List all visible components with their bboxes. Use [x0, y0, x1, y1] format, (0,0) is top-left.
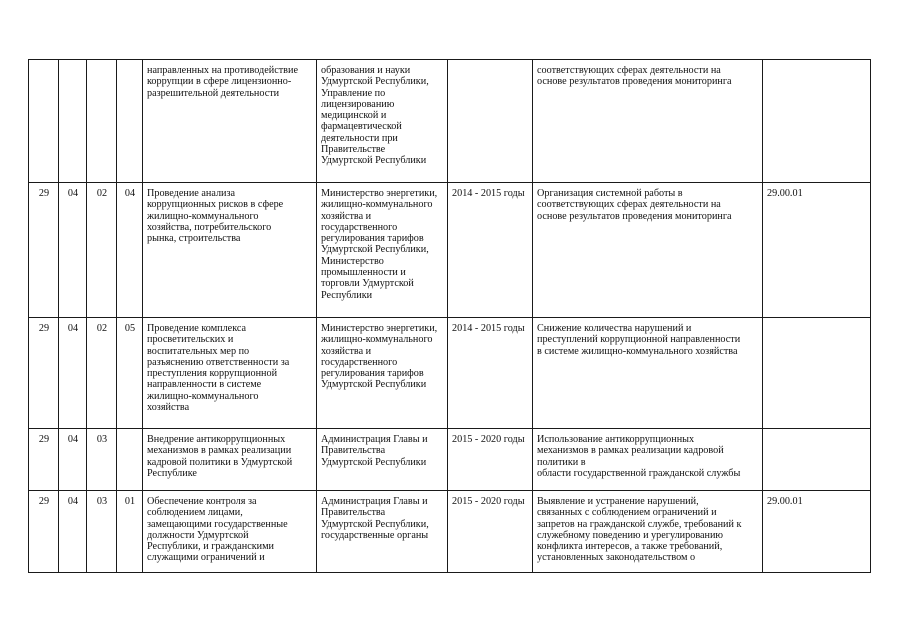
period: 2015 - 2020 годы — [448, 429, 533, 491]
code-om: 02 — [87, 183, 117, 318]
executor: Администрация Главы и Правительства Удмуртской Республики — [317, 429, 448, 491]
table-row — [29, 318, 871, 429]
measure-name: направленных на противодействие коррупции в сфере лицензионно- разрешительной деятельности — [143, 60, 317, 183]
code-m: 01 — [117, 491, 143, 573]
measure-name: Проведение комплекса просветительских и воспитательных мер по разъяснению ответственности за преступления коррупционной направленности в системе жилищно-коммунального хозяйства — [143, 318, 317, 429]
expected-result: соответствующих сферах деятельности на основе результатов проведения мониторинга — [533, 60, 763, 183]
measure-name: Внедрение антикоррупционных механизмов в рамках реализации кадровой политики в Удмуртской Республике — [143, 429, 317, 491]
code-gp — [29, 60, 59, 183]
indicator-link — [763, 60, 871, 183]
measure-name: Проведение анализа коррупционных рисков в сфере жилищно-коммунального хозяйства, потребительского рынка, строительства — [143, 183, 317, 318]
code-om — [87, 60, 117, 183]
measure-name: Обеспечение контроля за соблюдением лицами, замещающими государственные должности Удмуртской Республики, и гражданскими служащими ограничений и — [143, 491, 317, 573]
indicator-link — [763, 318, 871, 429]
indicator-link: 29.00.01 — [763, 183, 871, 318]
code-m — [117, 429, 143, 491]
period: 2015 - 2020 годы — [448, 491, 533, 573]
executor: образования и науки Удмуртской Республики, Управление по лицензированию медицинской и фармацевтической деятельности при Правительстве Удмуртской Республики — [317, 60, 448, 183]
code-pp: 04 — [59, 491, 87, 573]
expected-result: Выявление и устранение нарушений, связанных с соблюдением ограничений и запретов на гражданской службе, требований к служебному поведению и урегулированию конфликта интересов, а также требований, установленных законодательством о — [533, 491, 763, 573]
executor: Администрация Главы и Правительства Удмуртской Республики, государственные органы — [317, 491, 448, 573]
code-gp: 29 — [29, 429, 59, 491]
executor: Министерство энергетики, жилищно-коммунального хозяйства и государственного регулирования тарифов Удмуртской Республики, Министерство промышленности и торговли Удмуртской Республики — [317, 183, 448, 318]
code-m: 04 — [117, 183, 143, 318]
code-pp: 04 — [59, 183, 87, 318]
code-m: 05 — [117, 318, 143, 429]
code-om: 02 — [87, 318, 117, 429]
expected-result: Использование антикоррупционных механизмов в рамках реализации кадровой политики в области государственной гражданской службы — [533, 429, 763, 491]
period — [448, 60, 533, 183]
code-gp: 29 — [29, 491, 59, 573]
expected-result: Снижение количества нарушений и преступлений коррупционной направленности в системе жилищно-коммунального хозяйства — [533, 318, 763, 429]
program-measures-table — [28, 59, 871, 573]
table-row — [29, 429, 871, 491]
code-gp: 29 — [29, 318, 59, 429]
period: 2014 - 2015 годы — [448, 183, 533, 318]
period: 2014 - 2015 годы — [448, 318, 533, 429]
code-pp — [59, 60, 87, 183]
indicator-link — [763, 429, 871, 491]
code-om: 03 — [87, 491, 117, 573]
code-gp: 29 — [29, 183, 59, 318]
code-pp: 04 — [59, 429, 87, 491]
executor: Министерство энергетики, жилищно-коммунального хозяйства и государственного регулирования тарифов Удмуртской Республики — [317, 318, 448, 429]
table-row — [29, 183, 871, 318]
code-om: 03 — [87, 429, 117, 491]
code-m — [117, 60, 143, 183]
code-pp: 04 — [59, 318, 87, 429]
table-row — [29, 60, 871, 183]
indicator-link: 29.00.01 — [763, 491, 871, 573]
table-row — [29, 491, 871, 573]
expected-result: Организация системной работы в соответствующих сферах деятельности на основе результатов проведения мониторинга — [533, 183, 763, 318]
